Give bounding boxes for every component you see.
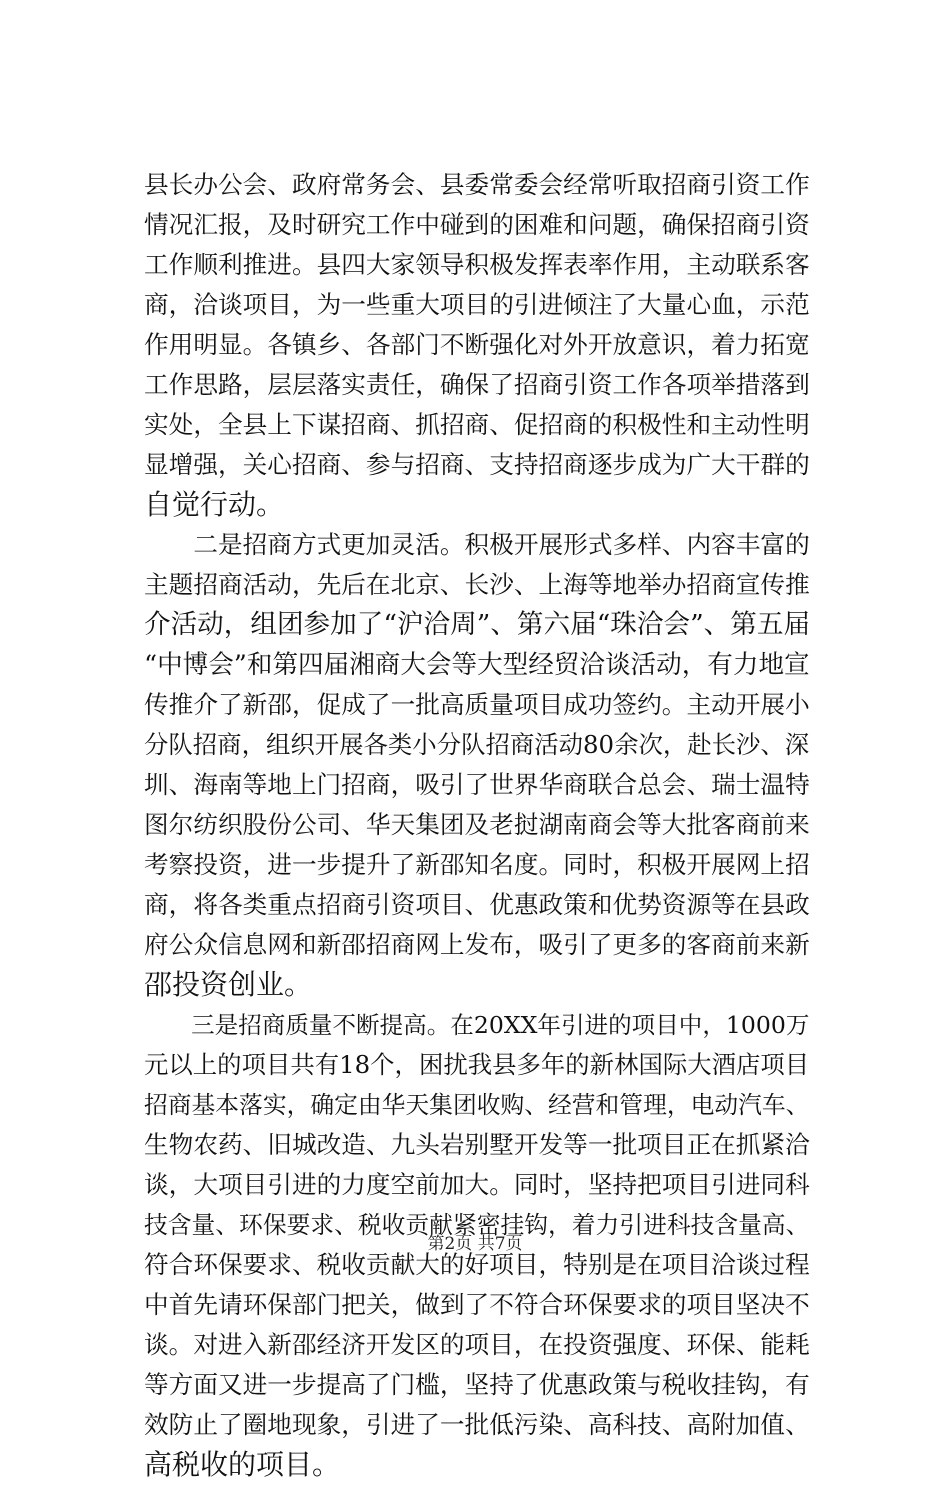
page-number-footer: 第2页 共7页: [427, 1234, 523, 1254]
text-line: 三是招商质量不断提高。在20XX年引进的项目中，1000万: [144, 1011, 810, 1039]
text-line: 商，洽谈项目，为一些重大项目的引进倾注了大量心血，示范: [144, 290, 810, 319]
text-line: 符合环保要求、税收贡献大的好项目，特别是在项目洽谈过程: [144, 1250, 810, 1279]
text-line: 谈。对进入新邵经济开发区的项目，在投资强度、环保、能耗: [144, 1330, 810, 1359]
text-line: 高税收的项目。: [144, 1448, 341, 1481]
text-line: 圳、海南等地上门招商，吸引了世界华商联合总会、瑞士温特: [144, 770, 810, 799]
text-line: 工作顺利推进。县四大家领导积极发挥表率作用，主动联系客: [144, 250, 810, 279]
document-body: [144, 165, 810, 1485]
text-line: 二是招商方式更加灵活。积极开展形式多样、内容丰富的: [144, 530, 810, 559]
text-line: 中首先请环保部门把关，做到了不符合环保要求的项目坚决不: [144, 1290, 810, 1319]
text-line: 图尔纺织股份公司、华天集团及老挝湖南商会等大批客商前来: [144, 810, 810, 839]
text-line: 邵投资创业。: [144, 968, 313, 1001]
text-line: 县长办公会、政府常务会、县委常委会经常听取招商引资工作: [144, 170, 810, 199]
text-line: 分队招商，组织开展各类小分队招商活动80余次，赴长沙、深: [144, 730, 810, 759]
text-line: 情况汇报，及时研究工作中碰到的困难和问题，确保招商引资: [144, 210, 810, 239]
text-line: 招商基本落实，确定由华天集团收购、经营和管理，电动汽车、: [144, 1091, 810, 1119]
text-line: “中博会”和第四届湘商大会等大型经贸洽谈活动，有力地宣: [144, 650, 810, 680]
text-line: 府公众信息网和新邵招商网上发布，吸引了更多的客商前来新: [144, 930, 810, 959]
text-line: 显增强，关心招商、参与招商、支持招商逐步成为广大干群的: [144, 450, 810, 479]
text-line: 考察投资，进一步提升了新邵知名度。同时，积极开展网上招: [144, 850, 810, 879]
text-line: 作用明显。各镇乡、各部门不断强化对外开放意识，着力拓宽: [144, 330, 810, 359]
text-line: 效防止了圈地现象，引进了一批低污染、高科技、高附加值、: [144, 1410, 810, 1439]
text-line: 工作思路，层层落实责任，确保了招商引资工作各项举措落到: [144, 370, 810, 399]
text-line: 技含量、环保要求、税收贡献紧密挂钩，着力引进科技含量高、: [144, 1211, 810, 1239]
text-line: 谈，大项目引进的力度空前加大。同时，坚持把项目引进同科: [144, 1170, 810, 1199]
text-line: 主题招商活动，先后在北京、长沙、上海等地举办招商宣传推: [144, 570, 810, 599]
text-line: 传推介了新邵，促成了一批高质量项目成功签约。主动开展小: [144, 690, 810, 719]
text-line: 元以上的项目共有18个，困扰我县多年的新林国际大酒店项目: [144, 1050, 810, 1079]
text-line: 商，将各类重点招商引资项目、优惠政策和优势资源等在县政: [144, 890, 810, 919]
text-line: 介活动，组团参加了“沪洽周”、第六届“珠洽会”、第五届: [144, 609, 811, 640]
text-line: 自觉行动。: [144, 488, 285, 521]
text-line: 等方面又进一步提高了门槛，坚持了优惠政策与税收挂钩，有: [144, 1370, 810, 1399]
text-line: 生物农药、旧城改造、九头岩别墅开发等一批项目正在抓紧洽: [144, 1130, 810, 1159]
text-line: 实处，全县上下谋招商、抓招商、促招商的积极性和主动性明: [144, 410, 810, 439]
